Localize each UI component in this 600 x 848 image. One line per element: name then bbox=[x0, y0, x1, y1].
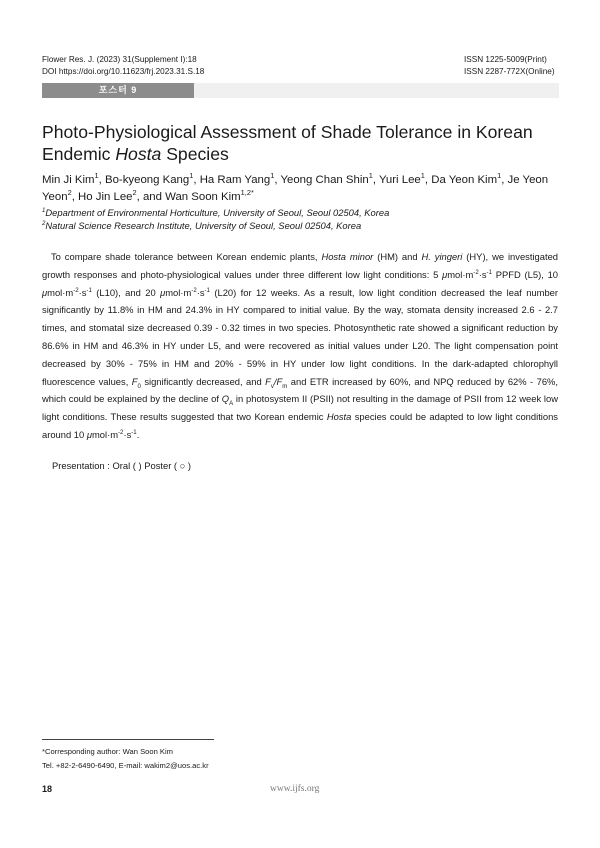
issn-print: ISSN 1225-5009(Print) bbox=[464, 55, 547, 64]
abstract-run: v bbox=[270, 382, 274, 390]
abstract-run: H. yingeri bbox=[421, 251, 463, 262]
abstract-run: species could be adapted to low light conditions around 10 bbox=[42, 411, 558, 440]
corresponding-author: *Corresponding author: Wan Soon Kim bbox=[42, 747, 173, 756]
abstract-run: Q bbox=[221, 393, 230, 405]
abstract-run: μ bbox=[160, 286, 166, 298]
abstract-paragraph bbox=[42, 248, 558, 444]
author-name: Da Yeon Kim bbox=[431, 174, 498, 186]
abstract-run: and ETR increased by 60%, and NPQ reduced by 62% - 76%, which could be explained by the decline of bbox=[42, 375, 558, 405]
abstract-run: Hosta minor bbox=[321, 251, 374, 262]
author-separator: , bbox=[193, 174, 200, 186]
abstract-run: -2 bbox=[118, 428, 124, 436]
abstract-run: (HY), we investigated growth responses and photo-physiological values under three different low light conditions: 5 bbox=[42, 251, 558, 280]
affiliation-text: Natural Science Research Institute, University of Seoul, Seoul 02504, Korea bbox=[45, 220, 362, 231]
abstract-run: -1 bbox=[86, 286, 92, 294]
author-name: Je Yeon Yeon bbox=[42, 174, 549, 203]
abstract-run: μ bbox=[442, 268, 448, 280]
abstract-run: mol·m bbox=[447, 268, 474, 280]
author-separator: , bbox=[98, 174, 105, 186]
author-affiliation-mark: 1 bbox=[270, 171, 275, 181]
abstract-run: -1 bbox=[204, 286, 210, 294]
presentation-type: Presentation : Oral ( ) Poster ( ○ ) bbox=[52, 460, 192, 471]
affiliation-mark: 2 bbox=[42, 219, 46, 227]
abstract-run: . bbox=[136, 428, 140, 440]
abstract-run: (L10), and 20 bbox=[91, 286, 161, 298]
abstract-run: PPFD (L5), 10 bbox=[491, 268, 558, 280]
issn-online: ISSN 2287-772X(Online) bbox=[464, 67, 555, 76]
affiliation-list bbox=[42, 206, 562, 232]
author-list bbox=[42, 172, 567, 206]
author-name: Wan Soon Kim bbox=[165, 191, 241, 203]
author-separator: , bbox=[501, 174, 508, 186]
section-label: 포스터 9 bbox=[42, 83, 194, 98]
author-affiliation-mark: 1,2* bbox=[240, 188, 254, 198]
abstract-run: F bbox=[276, 375, 283, 387]
affiliation bbox=[42, 206, 562, 219]
abstract-run: μ bbox=[42, 286, 48, 298]
abstract-run: ·s bbox=[78, 286, 87, 298]
author-affiliation-mark: 1 bbox=[94, 171, 99, 181]
journal-line: Flower Res. J. (2023) 31(Supplement I):18 bbox=[42, 55, 197, 64]
abstract-run: mol·m bbox=[91, 428, 119, 440]
author-affiliation-mark: 1 bbox=[368, 171, 373, 181]
abstract-run: Hosta bbox=[326, 411, 352, 423]
affiliation-text: Department of Environmental Horticulture, University of Seoul, Seoul 02504, Korea bbox=[45, 207, 390, 218]
author-separator: , and bbox=[136, 191, 166, 203]
footnote bbox=[42, 745, 209, 773]
abstract-run: A bbox=[229, 400, 234, 408]
abstract-run: μ bbox=[86, 428, 92, 440]
affiliation bbox=[42, 219, 562, 232]
author-affiliation-mark: 1 bbox=[497, 171, 502, 181]
affiliation-mark: 1 bbox=[42, 206, 46, 214]
abstract-run: -2 bbox=[73, 286, 79, 294]
abstract-run: To compare shade tolerance between Korean endemic plants, bbox=[51, 251, 322, 262]
title-part2: Species bbox=[161, 144, 229, 164]
author-name: Bo-kyeong Kang bbox=[105, 174, 190, 186]
abstract bbox=[42, 248, 558, 444]
author-affiliation-mark: 2 bbox=[67, 188, 72, 198]
doi-line: DOI https://doi.org/10.11623/frj.2023.31.S.18 bbox=[42, 67, 205, 76]
abstract-run: (HM) and bbox=[373, 251, 422, 262]
abstract-run: F bbox=[131, 375, 138, 387]
author-separator: , bbox=[424, 174, 432, 186]
abstract-run: mol·m bbox=[165, 286, 192, 298]
author-separator: , bbox=[372, 174, 379, 186]
abstract-run: significantly decreased, and bbox=[140, 375, 266, 387]
paper-title bbox=[42, 121, 562, 165]
abstract-run: -1 bbox=[131, 428, 137, 436]
abstract-run: -2 bbox=[191, 286, 197, 294]
footnote-rule bbox=[42, 739, 214, 740]
author-name: Yeong Chan Shin bbox=[280, 174, 369, 186]
title-part1: Photo-Physiological Assessment of Shade Tolerance in Korean Endemic bbox=[42, 122, 533, 164]
contact-info: Tel. +82-2-6490-6490, E-mail: wakim2@uos.ac.kr bbox=[42, 761, 209, 770]
author-separator: , bbox=[71, 191, 79, 203]
abstract-run: ·s bbox=[478, 268, 487, 280]
author-name: Yuri Lee bbox=[378, 174, 421, 186]
author-affiliation-mark: 1 bbox=[420, 171, 425, 181]
journal-citation bbox=[42, 54, 204, 78]
abstract-run: F bbox=[265, 375, 271, 387]
author-name: Ha Ram Yang bbox=[199, 174, 271, 186]
abstract-run: -1 bbox=[486, 268, 492, 276]
author-affiliation-mark: 1 bbox=[189, 171, 194, 181]
journal-url: www.ijfs.org bbox=[270, 784, 320, 794]
author-name: Min Ji Kim bbox=[42, 174, 95, 186]
page-number: 18 bbox=[42, 784, 53, 794]
abstract-run: m bbox=[282, 382, 288, 390]
title-italic: Hosta bbox=[115, 144, 162, 164]
author-name: Ho Jin Lee bbox=[78, 191, 133, 203]
abstract-run: -2 bbox=[473, 268, 479, 276]
author-separator: , bbox=[274, 174, 281, 186]
abstract-run: / bbox=[273, 375, 277, 387]
abstract-run: mol·m bbox=[47, 286, 74, 298]
abstract-run: (L20) for 12 weeks. As a result, low light condition decreased the leaf number significantly by 11.8% in HM and 24.3% in HY compared to initial value. By the way, stomata density increased 2.6 - 2.7 times, and stomatal size decreased 0.39 - 0.32 times in two species. Photosynthetic rate showed a significant reduction by 86.6% in HM and 46.3% in HY under L5, and were recovered as initial values under L20. The light compensation point decreased by 30% - 75% in HM and 20% - 59% in HY under low light conditions. In the dark-adapted chlorophyll fluorescence values, bbox=[42, 286, 558, 387]
issn-block bbox=[464, 54, 555, 78]
abstract-run: 0 bbox=[137, 382, 141, 390]
author-affiliation-mark: 2 bbox=[132, 188, 137, 198]
abstract-run: ·s bbox=[123, 428, 132, 440]
abstract-run: ·s bbox=[196, 286, 205, 298]
abstract-run: in photosystem II (PSII) not resulting in the damage of PSII from 12 week low light conditions. These results suggested that two Korean endemic bbox=[42, 393, 559, 423]
